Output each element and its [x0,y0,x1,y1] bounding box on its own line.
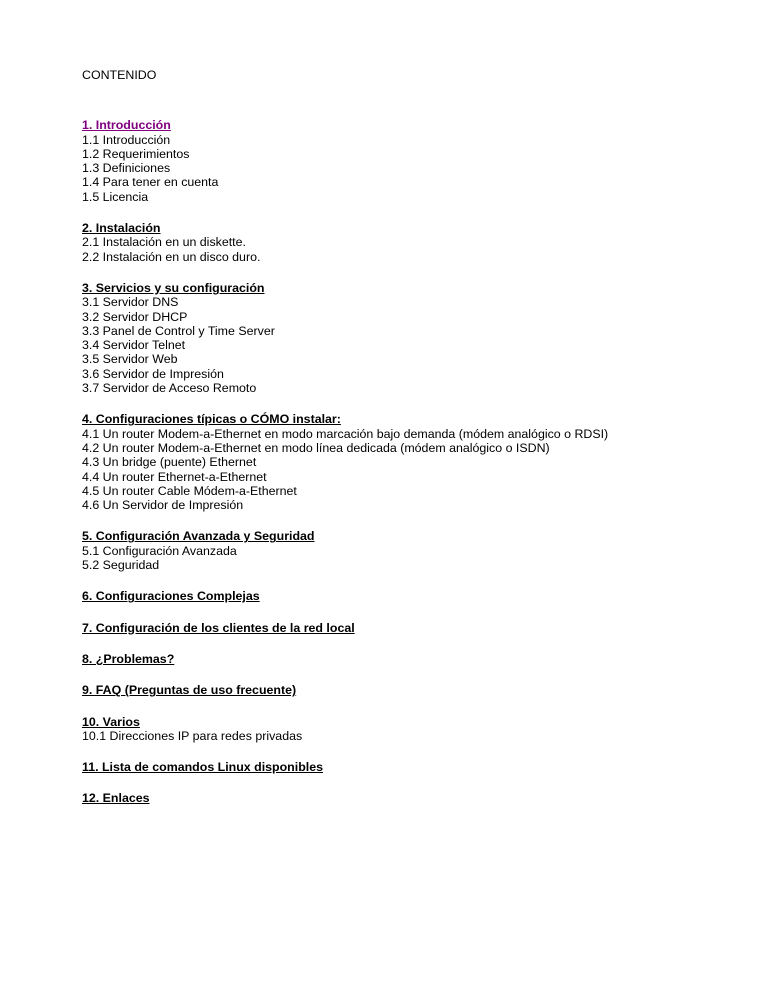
toc-item[interactable]: 4.1 Un router Modem-a-Ethernet en modo marcación bajo demanda (módem analógico o RDSI) [82,426,609,441]
toc-item[interactable]: 3.2 Servidor DHCP [82,309,188,324]
toc-section [82,281,722,395]
toc-item[interactable]: 1.4 Para tener en cuenta [82,175,219,190]
toc-section [82,589,722,603]
toc-item[interactable]: 4.5 Un router Cable Módem-a-Ethernet [82,483,297,498]
toc-section [82,118,722,204]
toc-section-link[interactable]: 11. Lista de comandos Linux disponibles [82,760,323,775]
toc-item[interactable]: 3.7 Servidor de Acceso Remoto [82,381,257,396]
toc-section-link[interactable]: 4. Configuraciones típicas o CÓMO instalar: [82,412,341,427]
toc-section-link[interactable]: 12. Enlaces [82,791,150,806]
toc-item[interactable]: 3.3 Panel de Control y Time Server [82,323,275,338]
toc-item[interactable]: 1.1 Introducción [82,132,171,147]
toc-section [82,683,722,697]
toc-section [82,221,722,264]
document-title: CONTENIDO [82,68,157,82]
toc-section [82,652,722,666]
toc-item[interactable]: 1.2 Requerimientos [82,146,190,161]
toc-item[interactable]: 3.4 Servidor Telnet [82,338,186,353]
toc-section-link[interactable]: 5. Configuración Avanzada y Seguridad [82,529,315,544]
toc-item[interactable]: 5.1 Configuración Avanzada [82,543,237,558]
toc-item[interactable]: 4.6 Un Servidor de Impresión [82,498,244,513]
toc-item[interactable]: 3.1 Servidor DNS [82,295,179,310]
toc-item[interactable]: 10.1 Direcciones IP para redes privadas [82,728,303,743]
toc-item[interactable]: 1.5 Licencia [82,189,149,204]
toc-section [82,621,722,635]
toc-item[interactable]: 4.3 Un bridge (puente) Ethernet [82,455,257,470]
toc-item[interactable]: 3.6 Servidor de Impresión [82,366,224,381]
toc-item[interactable]: 4.2 Un router Modem-a-Ethernet en modo línea dedicada (módem analógico o ISDN) [82,440,550,455]
toc-item[interactable]: 2.1 Instalación en un diskette. [82,235,246,250]
toc-section-link[interactable]: 6. Configuraciones Complejas [82,589,260,604]
toc-section-link[interactable]: 3. Servicios y su configuración [82,280,265,295]
toc-item[interactable]: 2.2 Instalación en un disco duro. [82,249,261,264]
toc-item[interactable]: 5.2 Seguridad [82,558,160,573]
table-of-contents [82,118,722,805]
toc-item[interactable]: 4.4 Un router Ethernet-a-Ethernet [82,469,267,484]
toc-section-link[interactable]: 7. Configuración de los clientes de la red local [82,620,355,635]
document-page [82,68,722,823]
toc-section-link[interactable]: 10. Varios [82,714,140,729]
toc-section-link[interactable]: 8. ¿Problemas? [82,651,175,666]
toc-section-link[interactable]: 1. Introducción [82,118,171,133]
toc-section-link[interactable]: 9. FAQ (Preguntas de uso frecuente) [82,683,297,698]
toc-item[interactable]: 1.3 Definiciones [82,161,171,176]
toc-section [82,529,722,572]
toc-item[interactable]: 3.5 Servidor Web [82,352,178,367]
toc-section [82,791,722,805]
toc-section [82,715,722,744]
toc-section-link[interactable]: 2. Instalación [82,221,161,236]
toc-section [82,412,722,512]
toc-section [82,760,722,774]
